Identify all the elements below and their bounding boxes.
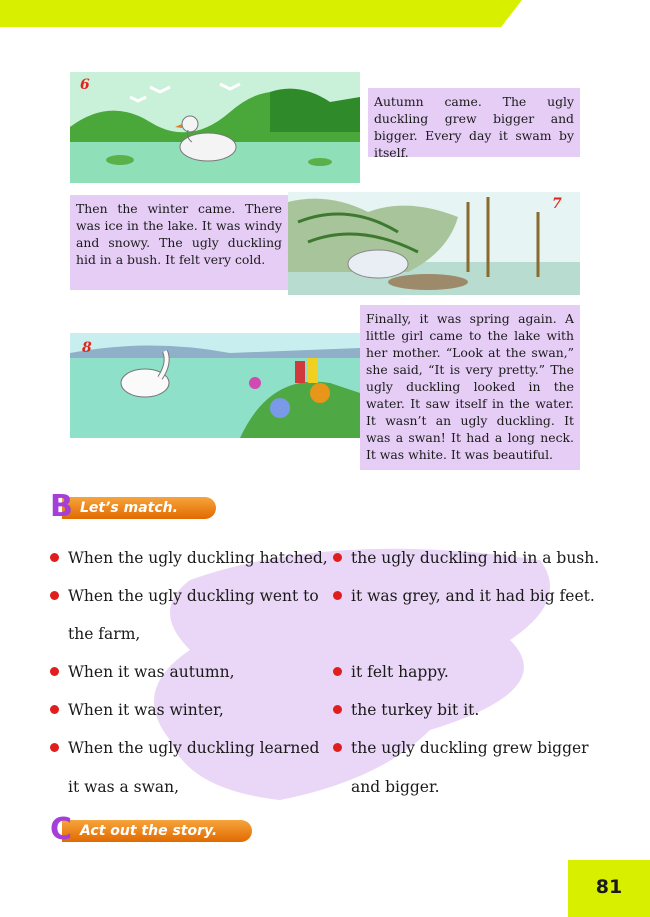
- bullet-icon: [50, 705, 59, 714]
- match-left-item: [50, 738, 319, 758]
- section-c-letter: C: [50, 812, 73, 847]
- match-left-text: When it was winter,: [68, 701, 224, 719]
- panel-number: 7: [552, 196, 562, 212]
- match-left-text: the farm,: [68, 625, 141, 643]
- match-right-text: and bigger.: [351, 778, 440, 796]
- match-left-text: When the ugly duckling went to: [68, 587, 319, 605]
- match-left-item: [50, 548, 328, 568]
- page-number: 81: [568, 860, 650, 917]
- match-left-text: When it was autumn,: [68, 663, 235, 681]
- match-right-item: [333, 662, 449, 682]
- bullet-icon: [50, 667, 59, 676]
- match-left-text: it was a swan,: [68, 778, 180, 796]
- section-b-title: Let’s match.: [62, 497, 216, 519]
- story-text-autumn: Autumn came. The ugly duckling grew bigger and bigger. Every day it swam by itself.: [368, 88, 580, 157]
- illustration-autumn-duckling: [70, 72, 360, 183]
- match-right-text: it was grey, and it had big feet.: [351, 587, 595, 605]
- match-right-text: the ugly duckling grew bigger: [351, 739, 589, 757]
- section-c-heading: [50, 812, 260, 847]
- match-right-text: the ugly duckling hid in a bush.: [351, 549, 600, 567]
- match-left-item: [50, 700, 224, 720]
- match-left-item: [50, 662, 235, 682]
- panel-number: 6: [80, 77, 90, 93]
- bullet-icon: [333, 591, 342, 600]
- bullet-icon: [333, 743, 342, 752]
- match-right-text: the turkey bit it.: [351, 701, 480, 719]
- match-left-item: [50, 586, 319, 606]
- bullet-icon: [50, 591, 59, 600]
- illustration-spring-swan: [70, 333, 360, 438]
- bullet-icon: [333, 667, 342, 676]
- bullet-icon: [50, 743, 59, 752]
- match-right-text: it felt happy.: [351, 663, 449, 681]
- match-right-item: [333, 586, 595, 606]
- section-b-letter: B: [50, 489, 73, 524]
- section-b-heading: [50, 489, 220, 524]
- section-c-title: Act out the story.: [62, 820, 252, 842]
- illustration-winter-bush: [288, 192, 580, 295]
- match-right-item: [333, 738, 589, 758]
- top-banner: [0, 0, 522, 27]
- story-text-spring: Finally, it was spring again. A little girl came to the lake with her mother. “Look at the swan,” she said, “It is very pretty.” The ugly duckling looked in the water. It saw itself in the water. It wasn’t an ugly duckling. It was a swan! It had a long neck. It was white. It was beautiful.: [360, 305, 580, 470]
- match-left-text: When the ugly duckling hatched,: [68, 549, 328, 567]
- story-text-winter: Then the winter came. There was ice in the lake. It was windy and snowy. The ugly duckling hid in a bush. It felt very cold.: [70, 195, 288, 290]
- bullet-icon: [333, 705, 342, 714]
- match-right-item: [333, 548, 599, 568]
- match-left-text: When the ugly duckling learned: [68, 739, 320, 757]
- panel-number: 8: [82, 340, 92, 356]
- match-right-item: [333, 700, 479, 720]
- bullet-icon: [50, 553, 59, 562]
- bullet-icon: [333, 553, 342, 562]
